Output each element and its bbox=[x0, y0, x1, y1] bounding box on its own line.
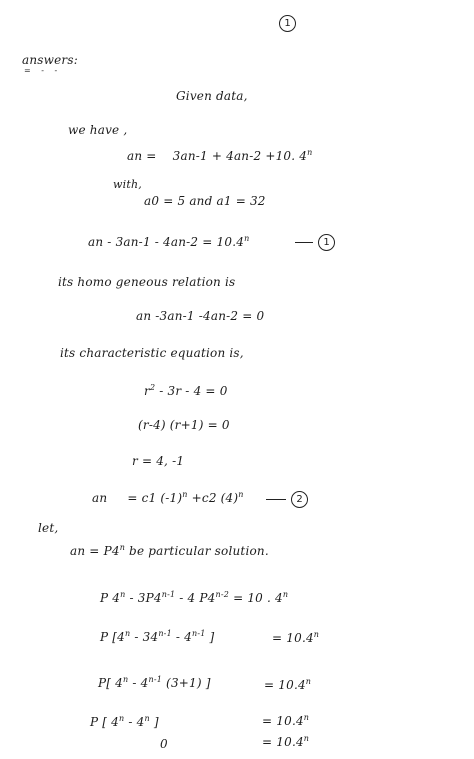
general-solution-exp-1: n bbox=[182, 490, 188, 499]
step-2-rhs bbox=[272, 630, 319, 645]
recurrence-lhs: an = bbox=[127, 149, 157, 163]
recurrence-rhs: 3an-1 + 4an-2 +10. 4 bbox=[172, 149, 308, 163]
step-4-b-exp: n bbox=[144, 714, 150, 723]
step-2-c-exp: n-1 bbox=[192, 629, 206, 638]
recurrence-exponent: n bbox=[307, 148, 313, 157]
step-1-b: - 3P4 bbox=[125, 591, 162, 605]
step-2-rhs-exp: n bbox=[313, 630, 320, 639]
step-1 bbox=[100, 590, 288, 605]
step-2-b: - 34 bbox=[130, 630, 159, 644]
let-label: let, bbox=[38, 521, 59, 535]
homogeneous-equation: an -3an-1 -4an-2 = 0 bbox=[136, 309, 265, 323]
step-3-rhs-exp: n bbox=[305, 677, 312, 686]
factored-equation: (r-4) (r+1) = 0 bbox=[138, 418, 230, 432]
general-solution-term-2: +c2 (4) bbox=[187, 491, 239, 505]
step-5-lhs: 0 bbox=[160, 737, 168, 751]
char-eq-exponent: 2 bbox=[149, 383, 156, 392]
step-4-rhs-exp: n bbox=[303, 713, 310, 722]
step-2-c: - 4 bbox=[171, 630, 192, 644]
step-4 bbox=[90, 714, 159, 729]
page-number-circle bbox=[279, 15, 296, 32]
equation-2-ref: 2 bbox=[296, 494, 303, 505]
step-3-a: P[ 4 bbox=[98, 676, 124, 690]
step-1-b-exp: n-1 bbox=[161, 590, 176, 599]
step-2-close: ] bbox=[205, 630, 215, 644]
step-2-rhs-text: = 10.4 bbox=[272, 631, 314, 645]
step-1-c-exp: n-2 bbox=[215, 590, 230, 599]
general-solution-lhs: an bbox=[92, 491, 108, 505]
general-solution-exp-2: n bbox=[238, 490, 244, 499]
equation-1-dash bbox=[295, 242, 313, 243]
we-have-label: we have , bbox=[68, 123, 128, 137]
step-5-rhs-exp: n bbox=[303, 734, 310, 743]
step-3-a-exp: n bbox=[123, 675, 129, 684]
char-eq-base: r bbox=[144, 384, 150, 398]
step-1-rhs: = 10 . 4 bbox=[229, 591, 283, 605]
step-3-rhs-text: = 10.4 bbox=[264, 678, 306, 692]
equation-1-exponent: n bbox=[244, 234, 250, 243]
step-2 bbox=[100, 629, 214, 644]
equation-1-ref-circle bbox=[318, 234, 335, 251]
particular-exponent: n bbox=[119, 543, 126, 552]
general-solution-term-1: = c1 (-1) bbox=[127, 491, 183, 505]
step-2-a-exp: n bbox=[125, 629, 131, 638]
general-solution bbox=[92, 490, 244, 505]
roots: r = 4, -1 bbox=[132, 454, 185, 468]
step-3-rhs bbox=[264, 677, 311, 692]
homogeneous-relation-label: its homo geneous relation is bbox=[58, 275, 236, 289]
step-3-c: (3+1) ] bbox=[162, 676, 211, 690]
equation-1-text: an - 3an-1 - 4an-2 = 10.4 bbox=[88, 235, 245, 249]
step-2-b-exp: n-1 bbox=[158, 629, 172, 638]
particular-solution-statement bbox=[70, 543, 269, 558]
step-1-rhs-exp: n bbox=[282, 590, 289, 599]
step-4-a: P [ 4 bbox=[90, 715, 120, 729]
answers-heading: answers: bbox=[22, 53, 78, 67]
step-4-a-exp: n bbox=[119, 714, 125, 723]
step-5-rhs bbox=[262, 734, 309, 749]
step-3 bbox=[98, 675, 211, 690]
equation-2-dash bbox=[266, 499, 286, 500]
step-4-b: - 4 bbox=[124, 715, 145, 729]
step-4-rhs bbox=[262, 713, 309, 728]
with-label: with, bbox=[113, 178, 142, 191]
particular-text: be particular solution. bbox=[125, 544, 269, 558]
given-data-label: Given data, bbox=[176, 89, 248, 103]
step-3-b: - 4 bbox=[128, 676, 149, 690]
step-1-c: - 4 P4 bbox=[175, 591, 216, 605]
step-1-a: P 4 bbox=[100, 591, 121, 605]
particular-lhs: an = P4 bbox=[70, 544, 120, 558]
step-2-a: P [4 bbox=[100, 630, 126, 644]
characteristic-equation-label: its characteristic equation is, bbox=[60, 346, 244, 360]
equation-1-ref: 1 bbox=[323, 237, 330, 248]
equation-1 bbox=[88, 234, 249, 249]
step-5-rhs-text: = 10.4 bbox=[262, 735, 304, 749]
step-3-b-exp: n-1 bbox=[148, 675, 163, 684]
answers-heading-underline: = - - bbox=[24, 66, 62, 75]
step-4-rhs-text: = 10.4 bbox=[262, 714, 304, 728]
recurrence-relation bbox=[127, 148, 312, 163]
initial-conditions: a0 = 5 and a1 = 32 bbox=[144, 194, 266, 208]
page-number: 1 bbox=[284, 18, 291, 29]
step-1-a-exp: n bbox=[120, 590, 126, 599]
char-eq-rest: - 3r - 4 = 0 bbox=[155, 384, 228, 398]
characteristic-equation bbox=[144, 383, 228, 398]
equation-2-ref-circle bbox=[291, 491, 308, 508]
step-4-c: ] bbox=[149, 715, 159, 729]
